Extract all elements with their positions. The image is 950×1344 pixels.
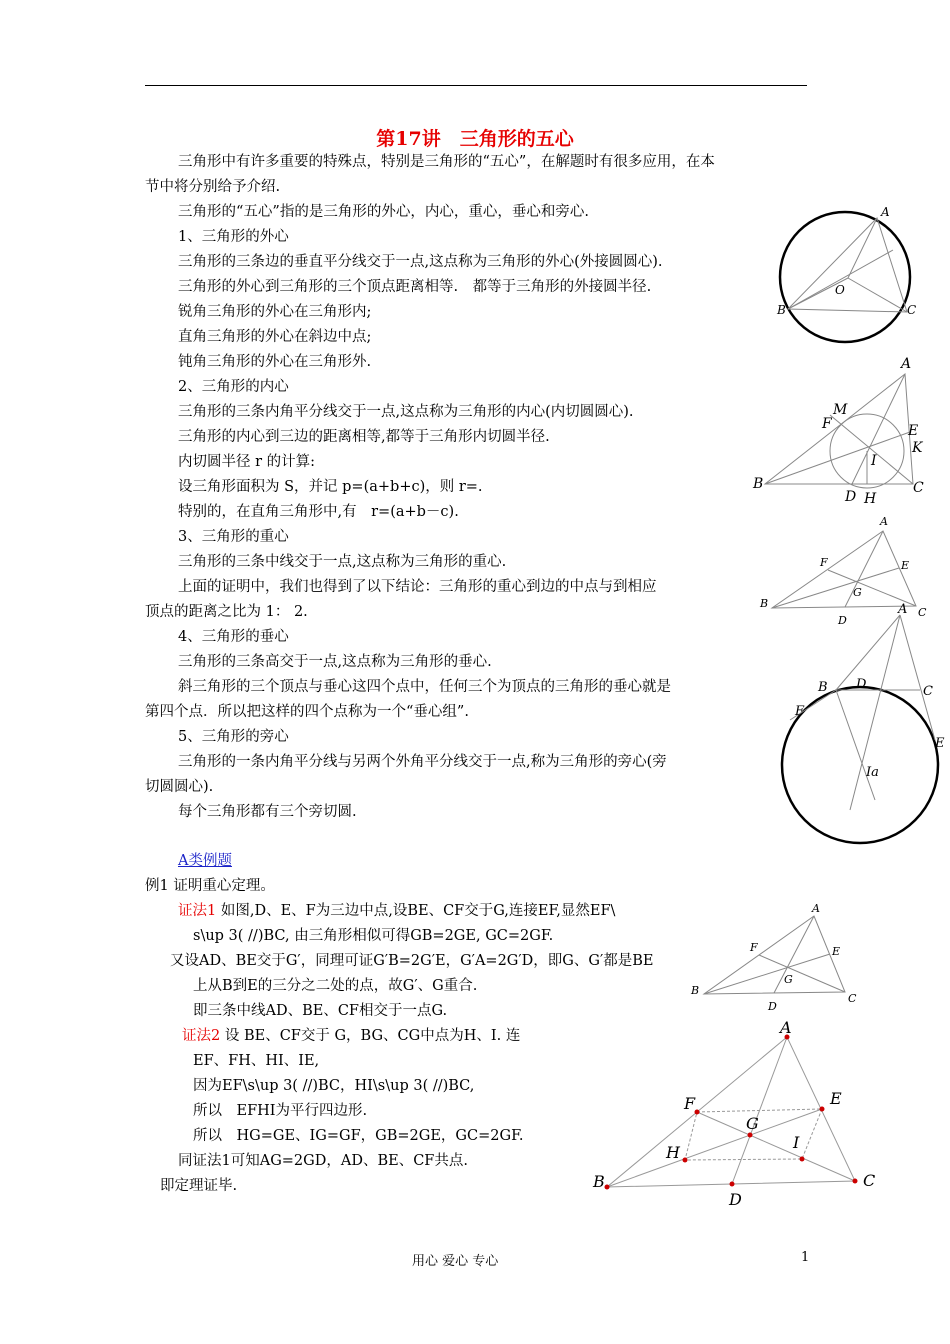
- section-5-line: 切圆圆心).: [145, 779, 214, 795]
- fig2-label: A: [901, 356, 912, 372]
- fig4-label: C: [923, 684, 933, 699]
- median-be: [704, 954, 830, 994]
- side-ac-extended: [900, 615, 935, 740]
- point-b: [605, 1185, 610, 1190]
- section-1-line: 三角形的外心到三角形的三个顶点距离相等. 都等于三角形的外接圆半径.: [178, 279, 652, 295]
- section-2-heading: 2、三角形的内心: [178, 379, 289, 395]
- section-1-line: 锐角三角形的外心在三角形内;: [178, 304, 372, 320]
- proof1-figure: [704, 916, 845, 994]
- fig4-label: F: [795, 704, 805, 719]
- section-5-line: 三角形的一条内角平分线与另两个外角平分线交于一点,称为三角形的旁心(旁: [178, 754, 667, 770]
- section-5-line: 每个三角形都有三个旁切圆.: [178, 804, 357, 820]
- fig4-label: E: [935, 736, 945, 751]
- fig4-label: B: [818, 680, 828, 695]
- fig6-label: I: [793, 1133, 800, 1152]
- excenter-figure: [782, 615, 938, 843]
- fig2-label: H: [864, 491, 877, 507]
- section-5-heading: 5、三角形的旁心: [178, 729, 289, 745]
- fig4-label: D: [856, 677, 867, 692]
- fig5-label: D: [768, 1000, 777, 1013]
- fig6-label: B: [593, 1172, 605, 1191]
- median-cf: [697, 1112, 855, 1181]
- circumcenter-figure: [780, 212, 910, 342]
- section-1-line: 三角形的三条边的垂直平分线交于一点,这点称为三角形的外心(外接圆圆心).: [178, 254, 663, 270]
- fig2-label: D: [845, 489, 857, 505]
- proof-2-line: EF、FH、HI、IE,: [193, 1053, 320, 1069]
- fig3-label: C: [918, 606, 927, 619]
- section-1-line: 钝角三角形的外心在三角形外.: [178, 354, 372, 370]
- fig6-label: E: [830, 1089, 842, 1108]
- fig5-label: C: [848, 992, 857, 1005]
- fig2-label: F: [822, 416, 832, 432]
- section-2-line: 内切圆半径 r 的计算:: [178, 454, 316, 470]
- section-4-line: 斜三角形的三个顶点与垂心这四个点中，任何三个为顶点的三角形的垂心就是: [178, 679, 671, 695]
- section-3-line: 三角形的三条中线交于一点,这点称为三角形的重心.: [178, 554, 507, 570]
- proof-2-line: 所以 EFHI为平行四边形.: [193, 1103, 368, 1119]
- intro-line-1: 三角形中有许多重要的特殊点，特别是三角形的“五心”，在解题时有很多应用，在本: [178, 154, 715, 170]
- triangle-abc: [704, 916, 845, 994]
- point-i: [800, 1157, 805, 1162]
- fig6-label: H: [666, 1143, 680, 1162]
- fig5-label: B: [691, 984, 700, 997]
- section-1-heading: 1、三角形的外心: [178, 229, 289, 245]
- proof-2-text: 设 BE、CF交于 G，BG、CG中点为H、I. 连: [220, 1028, 521, 1044]
- proof-2-line: 因为EF\s\up 3( //)BC，HI\s\up 3( //)BC,: [193, 1078, 475, 1094]
- fig2-label: E: [908, 423, 919, 439]
- fig3-label: G: [853, 586, 862, 599]
- point-g: [748, 1133, 753, 1138]
- fig2-label: I: [871, 453, 877, 469]
- fig6-label: C: [863, 1171, 876, 1190]
- section-4-heading: 4、三角形的垂心: [178, 629, 289, 645]
- centroid-figure: [772, 531, 916, 608]
- radius-oa: [848, 218, 877, 278]
- section-3-heading: 3、三角形的重心: [178, 529, 289, 545]
- proof-1-line: 又设AD、BE交于G′，同理可证G′B=2G′E，G′A=2G′D，即G、G′都是BE: [170, 953, 654, 969]
- triangle-abc: [788, 218, 907, 312]
- fig6-label: A: [780, 1018, 792, 1037]
- page-title: 第17讲 三角形的五心: [376, 128, 574, 150]
- fig1-label: B: [777, 303, 786, 317]
- section-3-line: 顶点的距离之比为 1： 2.: [145, 604, 308, 620]
- fig6-label: G: [746, 1114, 759, 1133]
- section-1-line: 直角三角形的外心在斜边中点;: [178, 329, 372, 345]
- fig1-label: A: [881, 205, 890, 219]
- proof-2-label: 证法2: [182, 1028, 221, 1044]
- fig5-label: G: [784, 973, 793, 986]
- section-3-line: 上面的证明中，我们也得到了以下结论：三角形的重心到边的中点与到相应: [178, 579, 657, 595]
- section-link-examples[interactable]: A类例题: [178, 853, 232, 869]
- proof-2-line: 所以 HG=GE、IG=GF，GB=2GE，GC=2GF.: [193, 1128, 524, 1144]
- point-e: [820, 1107, 825, 1112]
- median-be: [607, 1109, 822, 1187]
- fig2-label: M: [833, 402, 848, 418]
- median: [845, 531, 883, 607]
- fig3-label: A: [880, 515, 888, 528]
- fig3-label: D: [838, 614, 847, 627]
- fig2-label: B: [753, 476, 764, 492]
- proof-2-line: 同证法1可知AG=2GD，AD、BE、CF共点.: [178, 1153, 468, 1169]
- fig4-label: A: [898, 602, 908, 617]
- fig5-label: E: [832, 945, 841, 958]
- point-c: [853, 1179, 858, 1184]
- proof-1-line: 上从B到E的三分之二处的点，故G′、G重合.: [193, 978, 478, 994]
- proof2-points: [605, 1035, 858, 1190]
- proof-1-line: s\up 3( //)BC, 由三角形相似可得GB=2GE, GC=2GF.: [193, 928, 554, 944]
- proof-1-text: 如图,D、E、F为三边中点,设BE、CF交于G,连接EF,显然EF\: [216, 903, 616, 919]
- proof-1-line: 即三条中线AD、BE、CF相交于一点G.: [193, 1003, 448, 1019]
- fig1-label: C: [907, 303, 917, 317]
- angle-bisector: [765, 432, 910, 484]
- fig4-label: Ia: [866, 765, 879, 780]
- proof-1-label: 证法1: [178, 903, 217, 919]
- section-2-line: 设三角形面积为 S，并记 p=(a+b+c)，则 r=.: [178, 479, 483, 495]
- section-2-line: 三角形的内心到三边的距离相等,都等于三角形内切圆半径.: [178, 429, 550, 445]
- point-d: [730, 1182, 735, 1187]
- fig3-label: F: [820, 556, 828, 569]
- section-4-line: 第四个点．所以把这样的四个点称为一个“垂心组”.: [145, 704, 469, 720]
- footer-text: 用心 爱心 专心: [412, 1254, 499, 1269]
- section-4-line: 三角形的三条高交于一点,这点称为三角形的垂心.: [178, 654, 492, 670]
- median-ad: [774, 916, 814, 993]
- fig3-label: B: [760, 597, 769, 610]
- fig5-label: A: [812, 902, 820, 915]
- median: [772, 568, 899, 608]
- fig2-label: C: [913, 480, 924, 496]
- point-h: [683, 1158, 688, 1163]
- section-2-line: 特别的，在直角三角形中,有 r=(a+b－c).: [178, 504, 459, 520]
- perp-bisector: [788, 250, 893, 309]
- proof2-figure: [607, 1037, 855, 1187]
- proof-2-line: 即定理证毕.: [160, 1178, 238, 1194]
- example-1-heading: 例1 证明重心定理。: [145, 878, 275, 894]
- fig3-label: E: [901, 559, 910, 572]
- point-f: [695, 1110, 700, 1115]
- fig5-label: F: [750, 941, 758, 954]
- triangle-abc: [765, 374, 913, 484]
- fig2-label: K: [912, 440, 923, 456]
- page-number: 1: [801, 1250, 810, 1265]
- incenter-figure: [765, 374, 913, 488]
- intro-line-3: 三角形的“五心”指的是三角形的外心，内心，重心，垂心和旁心.: [178, 204, 589, 220]
- section-2-line: 三角形的三条内角平分线交于一点,这点称为三角形的内心(内切圆圆心).: [178, 404, 634, 420]
- fig6-label: F: [684, 1094, 696, 1113]
- fig1-label: O: [835, 283, 845, 297]
- intro-line-2: 节中将分别给予介绍.: [145, 179, 281, 195]
- bisector-b: [836, 690, 875, 800]
- fig6-label: D: [729, 1190, 742, 1209]
- angle-bisector: [830, 415, 913, 484]
